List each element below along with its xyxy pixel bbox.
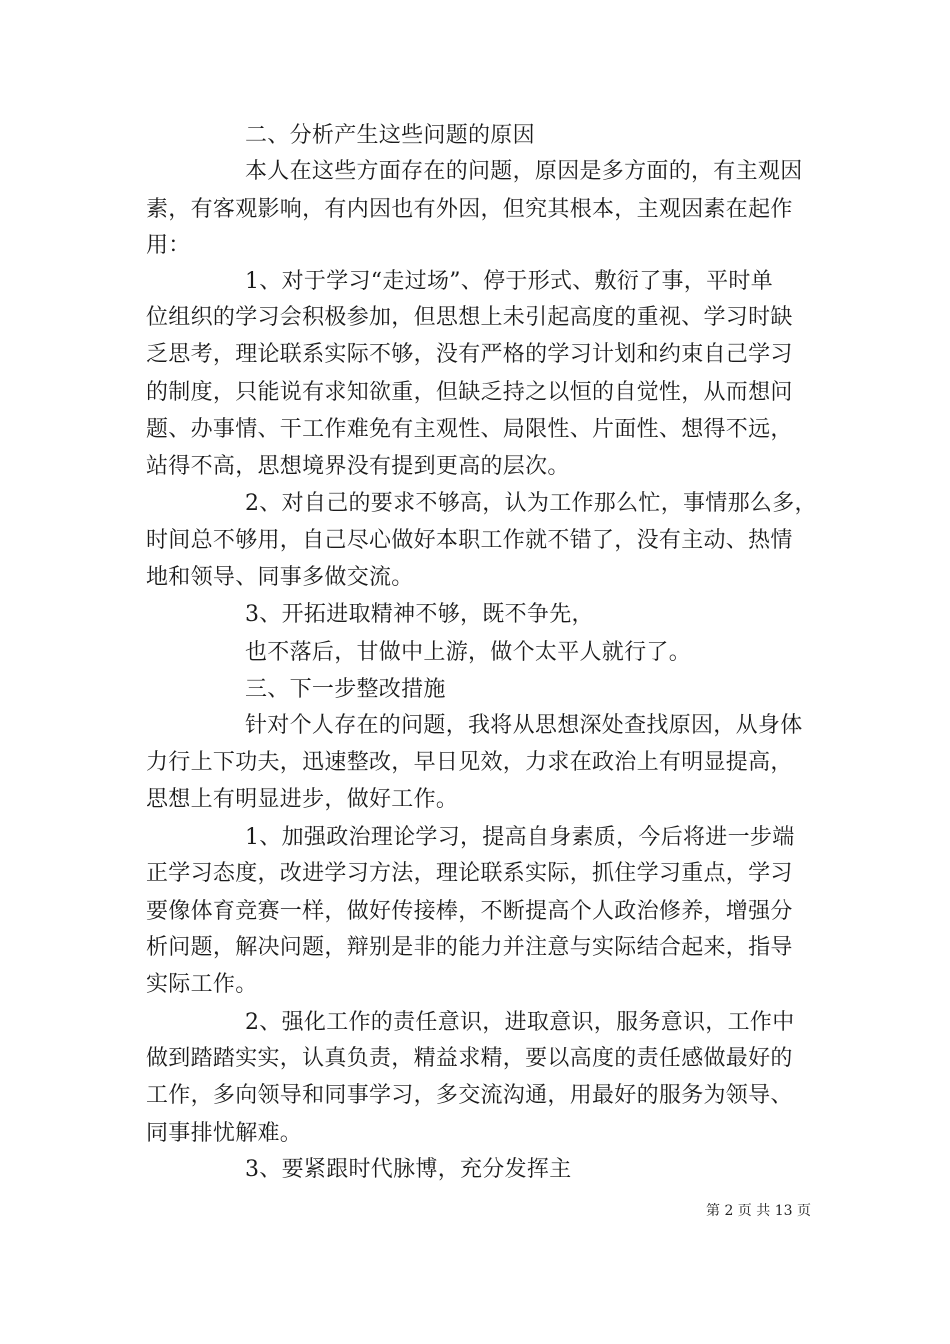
paragraph-line: 做到踏踏实实，认真负责，精益求精，要以高度的责任感做最好的 — [146, 1046, 793, 1071]
paragraph-line: 3、开拓进取精神不够，既不争先， — [245, 602, 594, 627]
paragraph-line: 时间总不够用，自己尽心做好本职工作就不错了，没有主动、热情 — [146, 528, 793, 553]
paragraph-line: 2、强化工作的责任意识，进取意识，服务意识，工作中 — [245, 1010, 795, 1035]
paragraph-line: 工作，多向领导和同事学习，多交流沟通，用最好的服务为领导、 — [146, 1083, 793, 1108]
section-heading-causes: 二、分析产生这些问题的原因 — [245, 123, 535, 148]
paragraph-line: 本人在这些方面存在的问题，原因是多方面的，有主观因 — [245, 159, 803, 184]
paragraph-line: 析问题，解决问题，辩别是非的能力并注意与实际结合起来，指导 — [146, 935, 793, 960]
paragraph-line: 乏思考，理论联系实际不够，没有严格的学习计划和约束自己学习 — [146, 342, 793, 367]
paragraph-line: 的制度，只能说有求知欲重，但缺乏持之以恒的自觉性，从而想问 — [146, 380, 793, 405]
paragraph-line: 1、加强政治理论学习，提高自身素质，今后将进一步端 — [245, 825, 795, 850]
paragraph-line: 位组织的学习会积极参加，但思想上未引起高度的重视、学习时缺 — [146, 305, 793, 330]
section-heading-measures: 三、下一步整改措施 — [245, 677, 446, 702]
paragraph-line: 力行上下功夫，迅速整改，早日见效，力求在政治上有明显提高， — [146, 750, 793, 775]
paragraph-line: 也不落后，甘做中上游，做个太平人就行了。 — [245, 640, 692, 665]
page-number-footer: 第 2 页 共 13 页 — [706, 1203, 811, 1219]
paragraph-line: 用： — [146, 233, 191, 258]
paragraph-line: 站得不高，思想境界没有提到更高的层次。 — [146, 454, 570, 479]
paragraph-line: 地和领导、同事多做交流。 — [146, 565, 414, 590]
paragraph-line: 正学习态度，改进学习方法，理论联系实际，抓住学习重点，学习 — [146, 861, 793, 886]
paragraph-line: 1、对于学习“走过场”、停于形式、敷衍了事，平时单 — [245, 269, 773, 294]
paragraph-line: 3、要紧跟时代脉博，充分发挥主 — [245, 1157, 572, 1182]
paragraph-line: 同事排忧解难。 — [146, 1121, 303, 1146]
paragraph-line: 实际工作。 — [146, 972, 258, 997]
paragraph-line: 思想上有明显进步，做好工作。 — [146, 787, 459, 812]
paragraph-line: 素，有客观影响，有内因也有外因，但究其根本，主观因素在起作 — [146, 197, 793, 222]
paragraph-line: 针对个人存在的问题，我将从思想深处查找原因，从身体 — [245, 713, 803, 738]
paragraph-line: 题、办事情、干工作难免有主观性、局限性、片面性、想得不远， — [146, 417, 793, 442]
paragraph-line: 要像体育竞赛一样，做好传接棒，不断提高个人政治修养，增强分 — [146, 899, 793, 924]
paragraph-line: 2、对自己的要求不够高，认为工作那么忙，事情那么多， — [245, 491, 817, 516]
